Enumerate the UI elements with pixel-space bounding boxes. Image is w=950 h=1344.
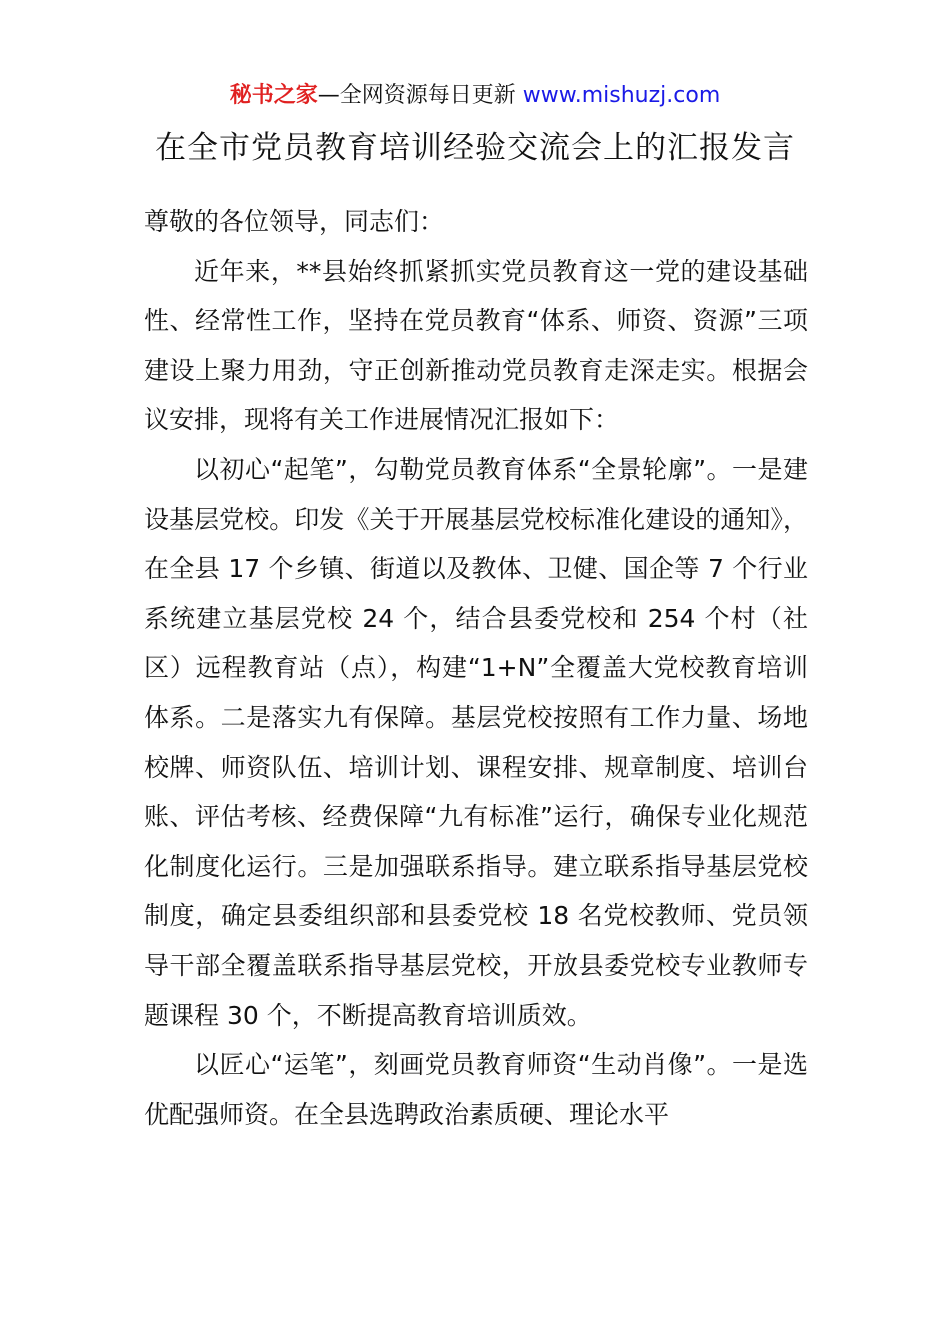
paragraph-intro: 近年来，**县始终抓紧抓实党员教育这一党的建设基础性、经常性工作，坚持在党员教育“体系、师资、资源”三项建设上聚力用劲，守正创新推动党员教育走深走实。根据会议安排，现将有关工作进展情况汇报如下： bbox=[144, 256, 808, 435]
document-body bbox=[144, 197, 808, 1139]
paragraph-system: 以初心“起笔”，勾勒党员教育体系“全景轮廓”。一是建设基层党校。印发《关于开展基层党校标准化建设的通知》，在全县 17 个乡镇、街道以及教体、卫健、国企等 7 个行业系统建立基层党校 24 个，结合县委党校和 254 个村（社区）远程教育站（点），构建“1+N”全覆盖大党校教育培训体系。二是落实九有保障。基层党校按照有工作力量、场地校牌、师资队伍、培训计划、课程安排、规章制度、培训台账、评估考核、经费保障“九有标准”运行，确保专业化规范化制度化运行。三是加强联系指导。建立联系指导基层党校制度，确定县委组织部和县委党校 18 名党校教师、党员领导干部全覆盖联系指导基层党校，开放县委党校专业教师专题课程 30 个，不断提高教育培训质效。 bbox=[144, 454, 808, 1030]
site-header bbox=[0, 80, 950, 112]
greeting: 尊敬的各位领导，同志们： bbox=[144, 207, 445, 236]
document-title: 在全市党员教育培训经验交流会上的汇报发言 bbox=[155, 130, 795, 166]
header-tagline: —全网资源每日更新 bbox=[317, 83, 523, 108]
brand-name: 秘书之家 bbox=[229, 83, 318, 108]
site-url-link[interactable]: www.mishuzj.com bbox=[522, 83, 721, 108]
paragraph-teachers: 以匠心“运笔”，刻画党员教育师资“生动肖像”。一是选优配强师资。在全县选聘政治素质硬、理论水平 bbox=[144, 1050, 808, 1129]
